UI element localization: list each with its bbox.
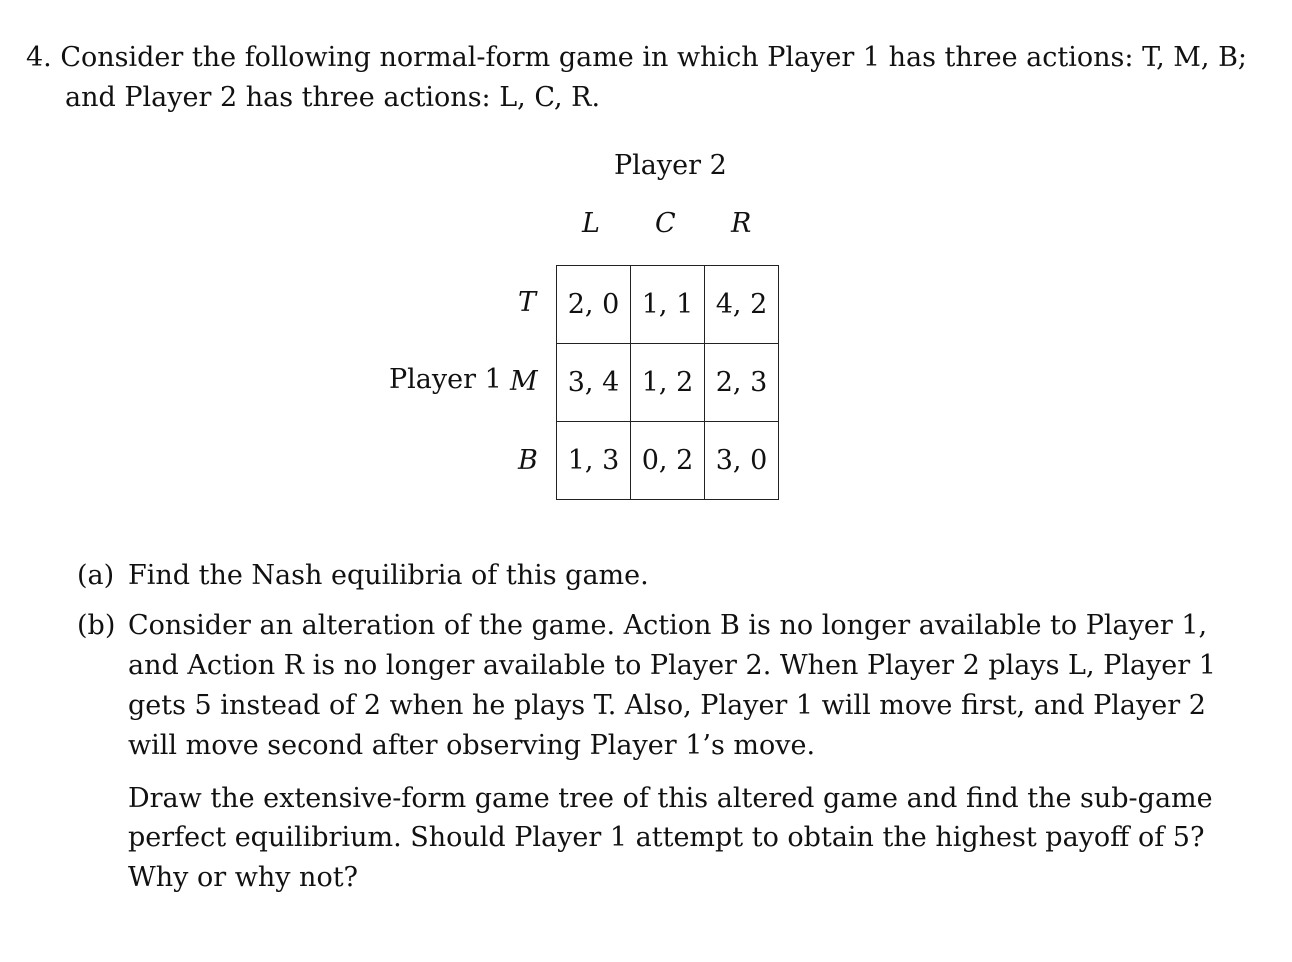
payoff-cell-B-R: 3, 0	[705, 422, 779, 500]
part-b-line-3: gets 5 instead of 2 when he plays T. Also, Player 1 will move first, and Player 2	[128, 690, 1206, 721]
payoff-matrix	[556, 265, 779, 500]
payoff-cell-M-R: 2, 3	[705, 344, 779, 422]
part-b-line-4: will move second after observing Player 1’s move.	[128, 730, 816, 761]
part-b-followup-line-2: perfect equilibrium. Should Player 1 attempt to obtain the highest payoff of 5?	[128, 822, 1205, 853]
row-header-T: T	[518, 287, 537, 318]
part-b-line-2: and Action R is no longer available to Player 2. When Player 2 plays L, Player 1	[128, 650, 1216, 681]
column-header-L: L	[582, 208, 600, 239]
part-b-label: (b)	[77, 610, 116, 641]
part-a-label: (a)	[77, 560, 115, 591]
question-line-2: and Player 2 has three actions: L, C, R.	[65, 82, 601, 113]
payoff-cell-B-L: 1, 3	[557, 422, 631, 500]
player2-label: Player 2	[614, 150, 727, 181]
column-header-C: C	[655, 208, 676, 239]
part-a-text: Find the Nash equilibria of this game.	[128, 560, 649, 591]
payoff-cell-T-R: 4, 2	[705, 266, 779, 344]
payoff-row-B	[557, 422, 779, 500]
question-line-1: 4. Consider the following normal-form game in which Player 1 has three actions: T, M, B;	[26, 42, 1248, 73]
part-b-followup-line-1: Draw the extensive-form game tree of this altered game and find the sub-game	[128, 783, 1213, 814]
part-b-followup-line-3: Why or why not?	[128, 862, 359, 893]
payoff-row-T	[557, 266, 779, 344]
column-header-R: R	[731, 208, 752, 239]
payoff-row-M	[557, 344, 779, 422]
payoff-cell-M-L: 3, 4	[557, 344, 631, 422]
row-header-B: B	[518, 445, 538, 476]
payoff-cell-B-C: 0, 2	[631, 422, 705, 500]
row-header-M: M	[510, 366, 538, 397]
payoff-cell-T-C: 1, 1	[631, 266, 705, 344]
part-b-line-1: Consider an alteration of the game. Action B is no longer available to Player 1,	[128, 610, 1208, 641]
payoff-cell-M-C: 1, 2	[631, 344, 705, 422]
player1-label: Player 1	[389, 364, 502, 395]
payoff-cell-T-L: 2, 0	[557, 266, 631, 344]
